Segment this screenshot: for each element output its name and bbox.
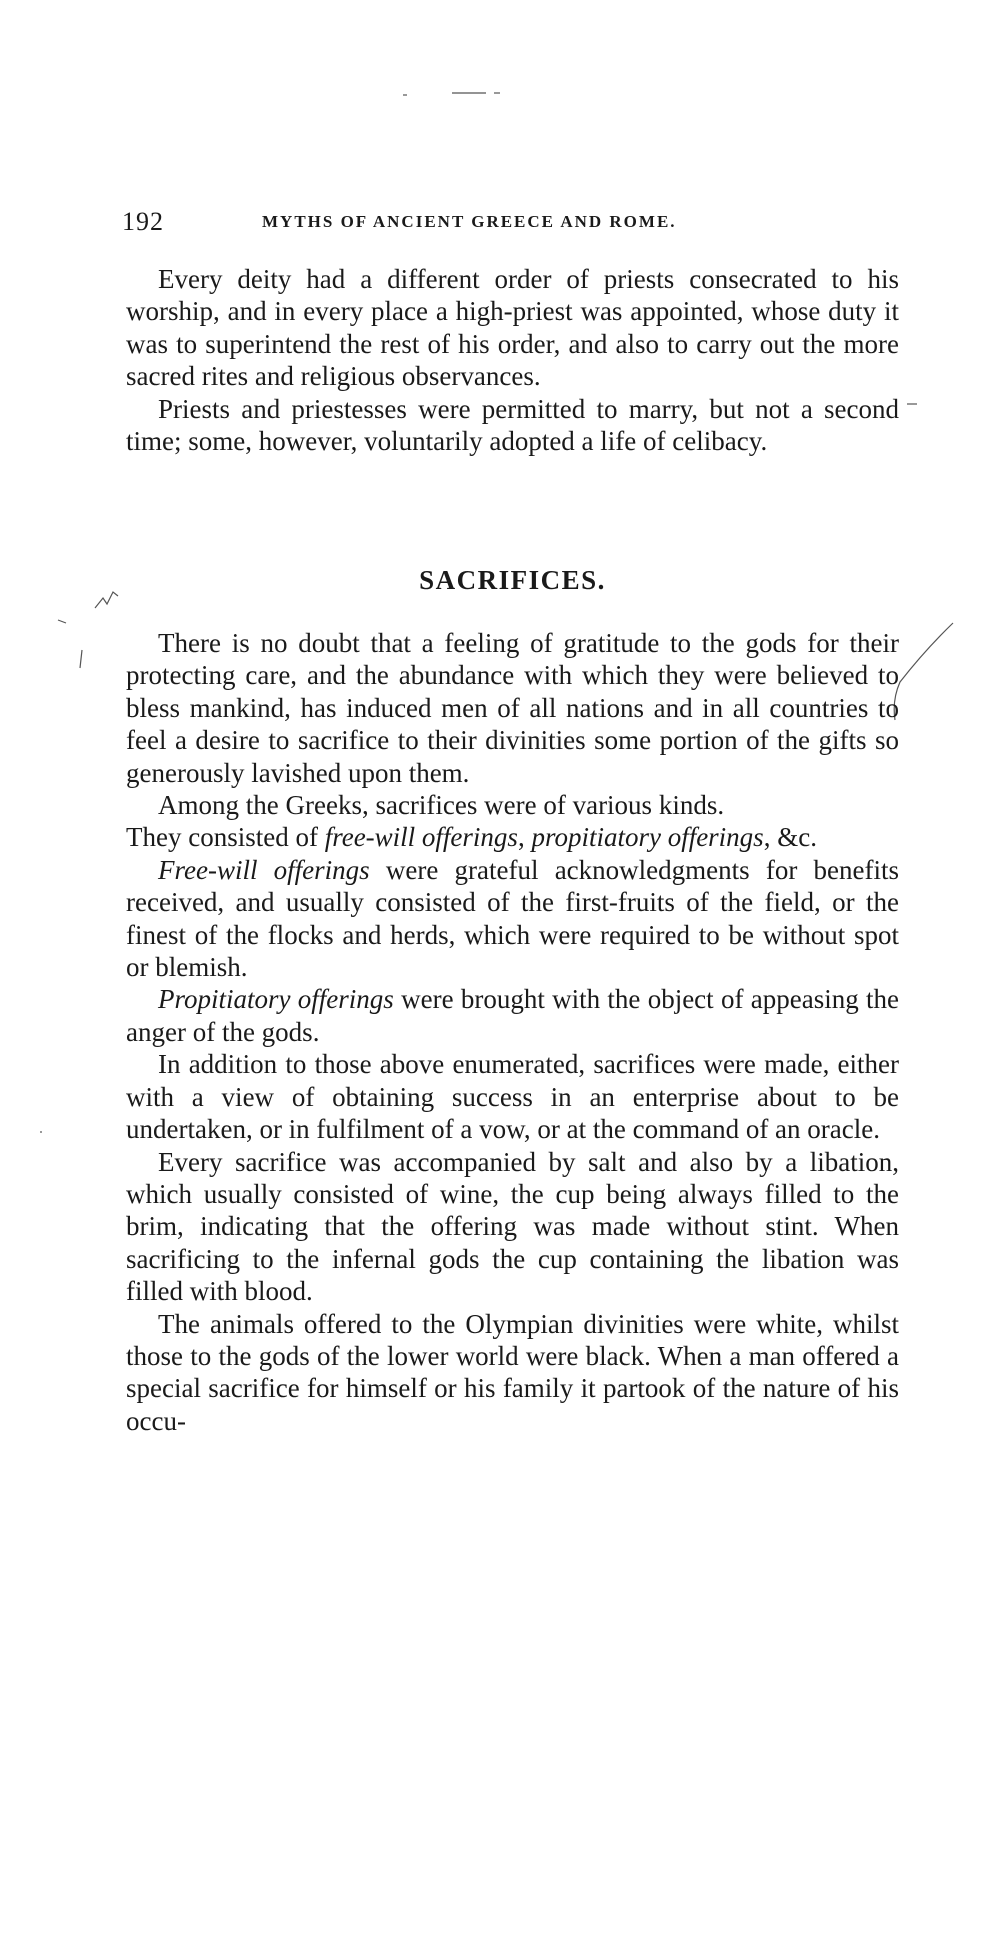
emphasis-term: free-will offerings: [324, 822, 518, 853]
margin-scribble: [80, 650, 82, 668]
paragraph: In addition to those above enumerated, sacrifices were made, either with a view of obtaining success in an enterprise about to be undertaken, or in fulfilment of a vow, or at the command of an oracle.: [126, 1049, 899, 1145]
text-block-priests: [126, 263, 899, 457]
margin-scribble: [95, 592, 118, 608]
paragraph-text: were brought with the object of appeasing the anger of the gods.: [126, 984, 899, 1047]
running-title: MYTHS OF ANCIENT GREECE AND ROME.: [262, 212, 677, 231]
paragraph-propitiatory: [126, 983, 899, 1048]
paragraph-offering-types: [126, 821, 899, 853]
paragraph-text: , &c.: [763, 822, 817, 853]
margin-scribble: [58, 620, 66, 623]
paragraph: Every deity had a different order of priests consecrated to his worship, and in every place a high-priest was appointed, whose duty it was to superintend the rest of his order, and also to carry out the more sacred rites and religious observances.: [126, 264, 899, 392]
emphasis-term: Propitiatory offerings: [158, 984, 394, 1015]
text-block-sacrifices: [126, 627, 899, 1437]
paragraph: There is no doubt that a feeling of gratitude to the gods for their protecting care, and the abundance with which they were believed to bless mankind, has induced men of all nations and in all countries to feel a desire to sacrifice to their divinities some portion of the gifts so generously lavished upon them.: [126, 628, 899, 788]
margin-pen-stroke: [894, 623, 953, 720]
paragraph-free-will: [126, 854, 899, 984]
page-number: 192: [122, 207, 164, 236]
paragraph-text: were grateful acknowledgments for benefits received, and usually consisted of the first-fruits of the field, or the finest of the flocks and herds, which were required to be without spot or blemish.: [126, 854, 899, 983]
paragraph: Every sacrifice was accompanied by salt and also by a libation, which usually consisted of wine, the cup being always filled to the brim, indicating that the offering was made without stint. When sacrificing to the infernal gods the cup containing the libation was filled with blood.: [126, 1146, 899, 1307]
running-head: [122, 207, 902, 237]
paragraph: Among the Greeks, sacrifices were of various kinds.: [158, 790, 725, 821]
section-heading: SACRIFICES.: [419, 565, 606, 595]
paragraph-text: They consisted of: [126, 822, 325, 853]
emphasis-term: Free-will offerings: [158, 854, 370, 885]
paragraph: The animals offered to the Olympian divinities were white, whilst those to the gods of the lower world were black. When a man offered a special sacrifice for himself or his family it partook of the nature of his occu-: [126, 1308, 899, 1436]
emphasis-term: propitiatory offerings: [531, 822, 764, 853]
paragraph-text: ,: [517, 822, 532, 853]
paragraph: Priests and priestesses were permitted to marry, but not a second time; some, however, voluntarily adopted a life of celibacy.: [126, 393, 899, 457]
